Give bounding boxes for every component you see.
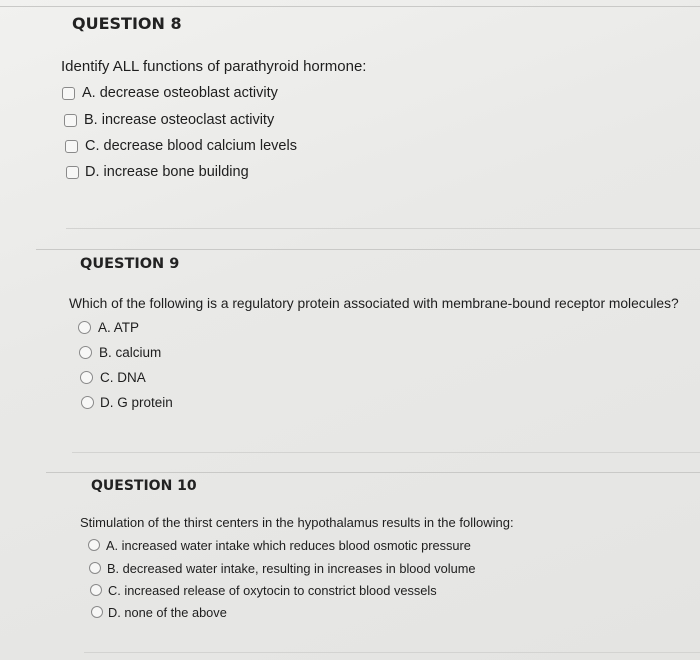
option-label: A. decrease osteoblast activity (82, 85, 278, 101)
radio-a[interactable] (88, 539, 100, 551)
question-10-prompt: Stimulation of the thirst centers in the hypothalamus results in the following: (80, 515, 514, 530)
option-label: D. G protein (100, 395, 173, 410)
top-divider (0, 6, 700, 7)
option-label: C. DNA (100, 370, 146, 385)
question-8-option-d[interactable] (66, 163, 249, 181)
option-label: A. ATP (98, 320, 140, 335)
question-9-option-b[interactable] (79, 344, 161, 361)
radio-d[interactable] (91, 606, 103, 618)
question-9-option-d[interactable] (81, 394, 173, 411)
radio-c[interactable] (90, 584, 102, 596)
option-label: D. none of the above (108, 604, 227, 620)
question-9-option-a[interactable] (78, 319, 139, 336)
checkbox-d[interactable] (66, 166, 79, 179)
radio-d[interactable] (81, 396, 94, 409)
question-9-prompt: Which of the following is a regulatory protein associated with membrane-bound receptor molecules? (69, 296, 679, 311)
option-label: B. calcium (99, 345, 162, 360)
question-10-title: QUESTION 10 (91, 478, 197, 494)
question-8-option-a[interactable] (62, 84, 278, 102)
option-label: C. increased release of oxytocin to constrict blood vessels (108, 582, 437, 598)
question-9-option-c[interactable] (80, 369, 146, 386)
radio-a[interactable] (78, 321, 91, 334)
option-label: B. increase osteoclast activity (84, 112, 275, 128)
question-10-bottom-divider (84, 652, 700, 653)
question-10-option-a[interactable] (88, 537, 471, 553)
question-10-option-d[interactable] (91, 604, 227, 620)
question-8-option-b[interactable] (64, 111, 274, 129)
checkbox-b[interactable] (64, 114, 77, 127)
question-8-bottom-divider (66, 228, 700, 229)
option-label: D. increase bone building (85, 164, 249, 180)
option-label: C. decrease blood calcium levels (85, 138, 297, 154)
option-label: A. increased water intake which reduces blood osmotic pressure (106, 537, 471, 553)
question-8-prompt: Identify ALL functions of parathyroid hormone: (61, 58, 367, 75)
question-9-title: QUESTION 9 (80, 256, 180, 272)
radio-b[interactable] (89, 562, 101, 574)
question-10-option-c[interactable] (90, 582, 437, 598)
question-8-title: QUESTION 8 (72, 14, 182, 33)
checkbox-c[interactable] (65, 140, 78, 153)
option-label: B. decreased water intake, resulting in increases in blood volume (107, 560, 476, 576)
radio-b[interactable] (79, 346, 92, 359)
question-8-option-c[interactable] (65, 137, 297, 155)
question-9-top-divider (36, 249, 700, 250)
question-10-top-divider (46, 472, 700, 473)
checkbox-a[interactable] (62, 87, 75, 100)
question-9-bottom-divider (72, 452, 700, 453)
question-10-option-b[interactable] (89, 560, 475, 576)
radio-c[interactable] (80, 371, 93, 384)
